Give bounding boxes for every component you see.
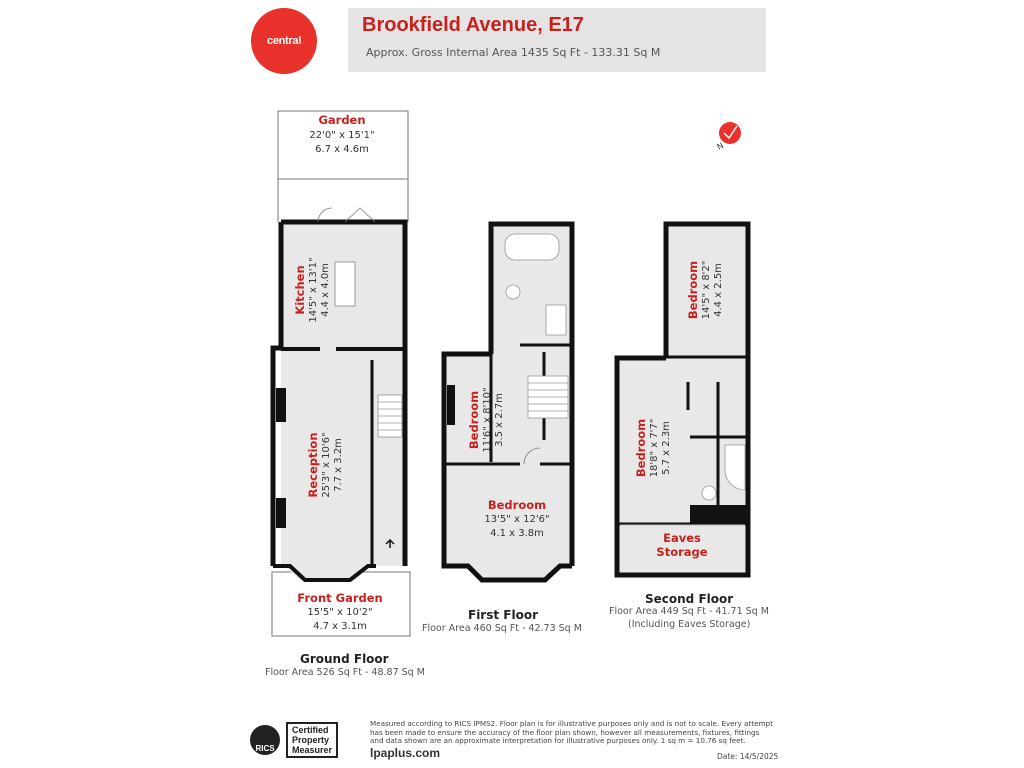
reception-dim-metric: 7.7 x 3.2m xyxy=(333,438,344,492)
second-bedroom-main-label: Bedroom xyxy=(634,418,648,478)
first-bedroom-large-dim-metric: 4.1 x 3.8m xyxy=(490,528,544,539)
second-bedroom-top-label: Bedroom xyxy=(686,260,700,320)
ground-floor-area: Floor Area 526 Sq Ft - 48.87 Sq M xyxy=(265,667,425,678)
rics-line-3: Measurer xyxy=(292,745,333,755)
second-floor-plan xyxy=(617,224,748,575)
kitchen-dim-metric: 4.4 x 4.0m xyxy=(320,263,331,317)
first-bedroom-large-label: Bedroom xyxy=(487,498,547,512)
front-garden-dim-imperial: 15'5" x 10'2" xyxy=(307,607,373,618)
gross-area: Approx. Gross Internal Area 1435 Sq Ft - 133.31 Sq M xyxy=(366,46,661,59)
compass-north: N xyxy=(715,140,726,152)
second-bedroom-main-dim-metric: 5.7 x 2.3m xyxy=(661,421,672,475)
second-floor-area: Floor Area 449 Sq Ft - 41.71 Sq M xyxy=(609,606,769,617)
kitchen-label: Kitchen xyxy=(293,265,307,315)
garden-dim-imperial: 22'0" x 15'1" xyxy=(309,130,375,141)
first-floor-area: Floor Area 460 Sq Ft - 42.73 Sq M xyxy=(422,623,582,634)
property-title: Brookfield Avenue, E17 xyxy=(362,14,584,36)
second-floor-note: (Including Eaves Storage) xyxy=(628,619,751,630)
first-bedroom-small-dim-imperial: 11'6" x 8'10" xyxy=(482,387,493,453)
disclaimer: Measured according to RICS IPMS2. Floor plan is for illustrative purposes only and is not to scale. Every attempt has been made to ensure the accuracy of the floor plan shown, however all measurements, fixtures, fittings and data shown are an approximate interpretation for illustrative purposes only. 1 sq m = 10.76 sq feet. xyxy=(370,719,773,745)
website-link[interactable]: lpaplus.com xyxy=(370,746,441,760)
central-logo: central xyxy=(251,8,317,74)
ground-floor-plan xyxy=(272,111,410,636)
first-bedroom-small-dim-metric: 3.5 x 2.7m xyxy=(494,393,505,447)
rics-badge xyxy=(250,722,362,758)
first-bedroom-large-dim-imperial: 13'5" x 12'6" xyxy=(484,514,550,525)
second-bedroom-top-dim-imperial: 14'5" x 8'2" xyxy=(701,260,712,320)
eaves-label-line1: Eaves xyxy=(663,531,701,545)
reception-label: Reception xyxy=(306,432,320,498)
eaves-label-line2: Storage xyxy=(656,545,708,559)
ground-floor-title: Ground Floor xyxy=(300,652,389,666)
first-floor-plan xyxy=(444,224,572,580)
first-bedroom-small-label: Bedroom xyxy=(467,390,481,450)
reception-dim-imperial: 25'3" x 10'6" xyxy=(321,432,332,498)
garden-dim-metric: 6.7 x 4.6m xyxy=(315,144,369,155)
front-garden-dim-metric: 4.7 x 3.1m xyxy=(313,621,367,632)
rics-certified-box xyxy=(286,722,338,758)
rics-line-1: Certified xyxy=(292,725,329,735)
rics-logo: RICS xyxy=(250,725,280,755)
plan-date: Date: 14/5/2025 xyxy=(717,752,779,761)
garden-label: Garden xyxy=(318,113,366,127)
rics-line-2: Property xyxy=(292,735,330,745)
front-garden-label: Front Garden xyxy=(297,591,383,605)
kitchen-dim-imperial: 14'5" x 13'1" xyxy=(308,257,319,323)
second-bedroom-main-dim-imperial: 18'8" x 7'7" xyxy=(649,418,660,478)
compass-icon xyxy=(716,122,742,152)
second-bedroom-top-dim-metric: 4.4 x 2.5m xyxy=(713,263,724,317)
first-floor-title: First Floor xyxy=(468,608,539,622)
second-floor-title: Second Floor xyxy=(645,592,734,606)
